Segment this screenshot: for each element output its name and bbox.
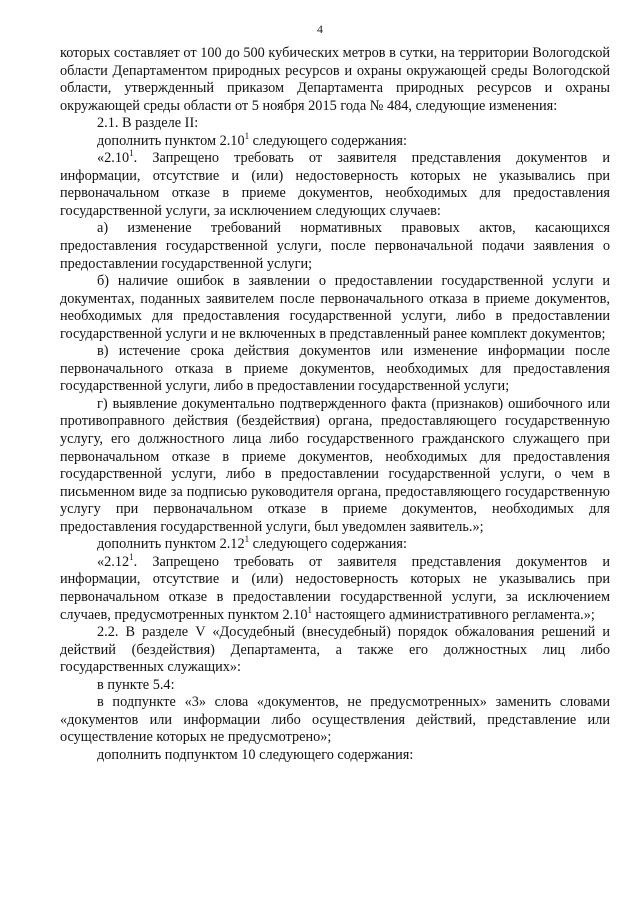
paragraph-intro: которых составляет от 100 до 500 кубических метров в сутки, на территории Вологодской области Департаментом природных ресурсов и охраны окружающей среды Вологодской области, утвержденный приказом Департамента природных ресурсов и охраны окружающей среды области от 5 ноября 2015 года № 484, следующие изменения: <box>60 45 610 114</box>
paragraph-case-b: б) наличие ошибок в заявлении о предоставлении государственной услуги и документах, поданных заявителем после первоначального отказа в приеме документов, необходимых для предоставления государственной услуги, либо в предоставлении государственной услуги и не включенных в представленный ранее комплект документов; <box>60 273 610 342</box>
text-run: «2.12 <box>97 553 130 570</box>
paragraph-point-2-10-1 <box>60 150 610 220</box>
text-run: дополнить пунктом 2.10 <box>97 132 245 149</box>
paragraph-point-2-12-1 <box>60 554 610 624</box>
paragraph-case-g: г) выявление документально подтвержденного факта (признаков) ошибочного или противоправного действия (бездействия) органа, предоставляющего государственную услугу, его должностного лица либо государственного гражданского служащего при первоначальном отказе в приеме документов, необходимых для предоставления государственной услуги, либо в предоставлении государственной услуги, о чем в письменном виде за подписью руководителя органа, предоставляющего государственную услугу при первоначальном отказе в приеме документов, необходимых для предоставления государственной услуги, был уведомлен заявитель.»; <box>60 395 610 535</box>
document-body <box>60 45 610 764</box>
page-number: 4 <box>317 22 323 36</box>
paragraph-add-subpoint-10: дополнить подпунктом 10 следующего содержания: <box>97 746 414 763</box>
paragraph-case-v: в) истечение срока действия документов или изменение информации после первоначального отказа в приеме документов, необходимых для предоставления государственной услуги, либо в предоставлении государственной услуги; <box>60 343 610 395</box>
text-run: . Запрещено требовать от заявителя представления документов и информации, отсутствие и (или) недостоверность которых не указывались при первоначальном отказе в предоставлении государственной услуги, за исключением случаев, предусмотренных пунктом 2.10 <box>60 553 610 623</box>
paragraph-section-2-1: 2.1. В разделе II: <box>97 115 199 132</box>
superscript: 1 <box>307 604 312 615</box>
text-run: . Запрещено требовать от заявителя представления документов и информации, отсутствие и (или) недостоверность которых не указывались при первоначальном отказе в приеме документов, необходимых для предоставления государственной услуги, за исключением следующих случаев: <box>60 150 610 219</box>
text-run: «2.10 <box>97 150 130 167</box>
superscript: 1 <box>244 130 250 141</box>
paragraph-subpoint-3: в подпункте «3» слова «документов, не предусмотренных» заменить словами «документов или информации либо осуществления действий, представление или осуществление которых не предусмотрено»; <box>60 694 610 746</box>
text-run: дополнить пунктом 2.12 <box>97 536 245 553</box>
text-run: настоящего административного регламента.»; <box>311 606 595 623</box>
superscript: 1 <box>129 552 134 563</box>
superscript: 1 <box>129 148 134 159</box>
paragraph-add-point-2-12-1 <box>60 536 610 554</box>
text-run: следующего содержания: <box>249 132 407 149</box>
superscript: 1 <box>244 534 250 545</box>
paragraph-case-a: а) изменение требований нормативных правовых актов, касающихся предоставления государственной услуги, после первоначальной подачи заявления о предоставлении государственной услуги; <box>60 220 610 272</box>
paragraph-add-point-2-10-1 <box>60 130 610 151</box>
paragraph-section-2-2: 2.2. В разделе V «Досудебный (внесудебный) порядок обжалования решений и действий (бездействия) Департамента, а также его должностных лиц либо государственных служащих»: <box>60 624 610 676</box>
paragraph-point-5-4: в пункте 5.4: <box>97 676 175 693</box>
text-run: следующего содержания: <box>249 536 407 553</box>
